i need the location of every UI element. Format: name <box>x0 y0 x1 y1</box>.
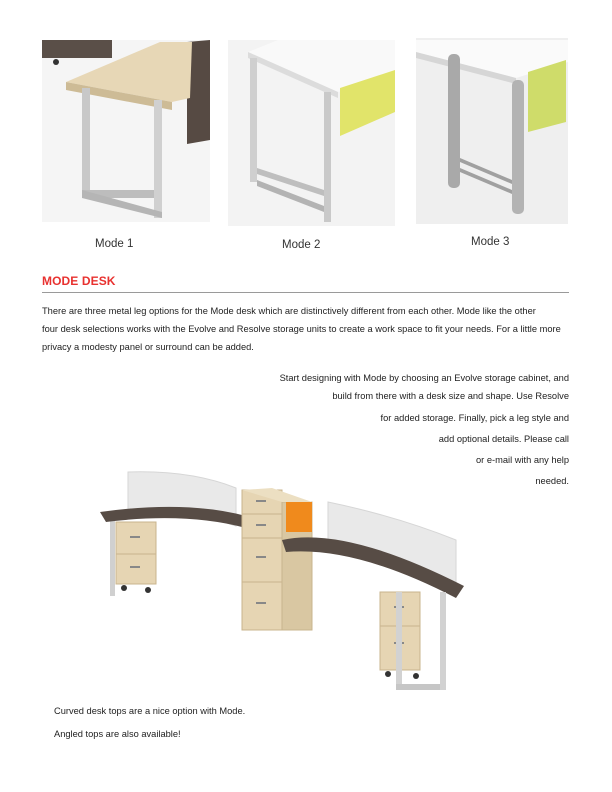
mode-3-desk-illustration <box>416 38 568 224</box>
intro-line-1: There are three metal leg options for the Mode desk which are distinctively different from each other. Mode like the other <box>42 306 536 316</box>
footer-line-1: Curved desk tops are a nice option with Mode. <box>54 706 246 716</box>
section-heading: MODE DESK <box>42 274 116 288</box>
heading-divider <box>42 292 569 293</box>
mode-2-desk-illustration <box>228 40 395 226</box>
footer-line-2: Angled tops are also available! <box>54 729 181 739</box>
side-text-line-4: add optional details. Please call <box>438 434 569 444</box>
mode-1-photo <box>42 40 210 222</box>
mode-1-desk-illustration <box>42 40 210 222</box>
curved-desk-photo <box>96 466 468 698</box>
side-text-line-1: Start designing with Mode by choosing an Evolve storage cabinet, and <box>279 373 569 383</box>
side-text-line-5: or e-mail with any help <box>475 455 569 465</box>
side-text-line-2: build from there with a desk size and shape. Use Resolve <box>332 391 569 401</box>
mode-1-caption: Mode 1 <box>95 238 134 250</box>
intro-line-2: four desk selections works with the Evolve and Resolve storage units to create a work space to fit your needs. For a little more <box>42 324 561 334</box>
mode-2-caption: Mode 2 <box>282 239 321 251</box>
intro-line-3: privacy a modesty panel or surround can be added. <box>42 342 254 352</box>
curved-desk-illustration <box>96 466 468 698</box>
side-text-line-3: for added storage. Finally, pick a leg style and <box>380 413 569 423</box>
mode-3-caption: Mode 3 <box>471 236 510 248</box>
side-text-line-6: needed. <box>535 476 569 486</box>
mode-3-photo <box>416 38 568 224</box>
mode-2-photo <box>228 40 395 226</box>
